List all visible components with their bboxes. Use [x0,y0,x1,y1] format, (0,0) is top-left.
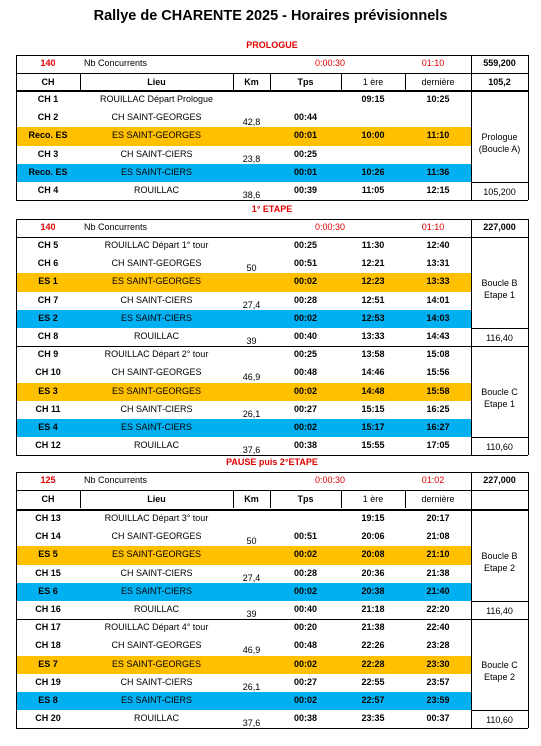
row-first: 11:05 [361,185,385,195]
row-lieu: CH SAINT-CIERS [120,294,193,305]
row-km: 50 [246,536,257,547]
row-last: 13:31 [426,258,450,269]
row-ch: CH 14 [35,531,61,542]
row-lieu: ES SAINT-CIERS [120,585,192,596]
rule [471,328,528,329]
row-lieu: ES SAINT-CIERS [120,166,192,177]
table-row [16,710,471,728]
row-lieu: CH SAINT-GEORGES [111,112,202,123]
row-lieu: ROUILLAC [133,185,179,195]
row-lieu: CH SAINT-CIERS [120,567,193,578]
row-tps: 00:20 [293,622,318,633]
row-first: 21:18 [361,604,385,614]
row-lieu: CH SAINT-GEORGES [111,531,202,542]
rule [471,219,472,455]
row-first: 12:53 [361,312,385,323]
rule [16,219,17,455]
header-last: dernière [421,77,455,87]
section-title: 1° ETAPE [251,204,293,214]
row-km: 37,6 [242,718,261,729]
table-row [16,437,471,455]
row-first: 14:48 [361,385,385,396]
group-total-km: 105,200 [483,187,516,197]
table-row [16,656,471,674]
rule [341,490,342,508]
group-note: Prologue (Boucle A) [478,131,521,154]
row-lieu: ROUILLAC Départ 2° tour [104,349,209,360]
row-last: 15:08 [426,349,450,360]
row-first: 15:17 [361,422,385,432]
row-km: 23,8 [242,153,261,164]
row-ch: CH 6 [37,258,59,269]
table-row [16,401,471,419]
row-km: 26,1 [242,681,261,692]
row-last: 21:40 [426,585,450,596]
row-tps: 00:02 [293,549,318,560]
row-km: 42,8 [242,117,261,128]
rule [16,55,17,200]
row-last: 20:17 [426,513,450,523]
row-last: 23:59 [426,695,450,705]
rule [471,601,528,602]
row-ch: CH 12 [35,440,61,451]
row-tps: 00:48 [293,640,318,651]
row-lieu: ES SAINT-GEORGES [111,385,202,396]
rule [16,619,528,620]
row-ch: ES 8 [38,695,58,705]
row-first: 13:58 [361,349,385,360]
header-lieu: Lieu [147,77,166,87]
table-row [16,565,471,583]
row-ch: CH 3 [37,148,59,159]
rule [16,472,528,473]
table-row [16,237,471,255]
table-header [16,490,528,508]
table-row [16,510,471,528]
group-note: Boucle C Etape 2 [481,659,518,682]
row-last: 15:58 [426,385,450,396]
row-tps: 00:51 [293,258,318,269]
row-last: 11:36 [426,166,450,177]
row-tps: 00:02 [293,276,318,287]
row-ch: CH 7 [37,294,59,305]
table-row [16,528,471,546]
table-header [16,73,528,91]
row-first: 21:38 [361,622,385,633]
row-lieu: ES SAINT-GEORGES [111,658,202,669]
row-first: 22:28 [361,658,385,669]
row-last: 23:30 [426,658,450,669]
table-row [16,164,471,182]
rule [471,710,528,711]
start-interval: 0:00:30 [314,475,346,485]
row-tps: 00:02 [293,312,318,323]
row-lieu: CH SAINT-CIERS [120,676,193,687]
rule [233,73,234,91]
table-row [16,127,471,145]
row-first: 13:33 [361,331,385,341]
row-ch: CH 17 [35,622,61,633]
group-note: Boucle B Etape 2 [481,550,518,573]
table-row [16,364,471,382]
row-lieu: ROUILLAC [133,331,179,341]
row-ch: CH 16 [35,604,61,614]
row-first: 10:00 [361,130,385,141]
row-km: 26,1 [242,408,261,419]
row-ch: CH 9 [37,349,59,360]
table-row [16,273,471,291]
row-lieu: ES SAINT-GEORGES [111,130,202,141]
start-interval: 0:00:30 [314,58,346,68]
row-ch: CH 19 [35,676,61,687]
row-km: 38,6 [242,190,261,200]
rule [16,728,528,729]
row-tps: 00:02 [293,385,318,396]
row-ch: Reco. ES [28,166,68,177]
row-tps: 00:48 [293,367,318,378]
row-last: 14:01 [426,294,450,305]
row-ch: CH 5 [37,240,59,250]
table-row [16,583,471,601]
row-first: 11:30 [361,240,385,250]
row-last: 12:15 [426,185,450,195]
row-first: 12:21 [361,258,385,269]
rule [16,200,528,201]
row-tps: 00:39 [293,185,318,195]
rule [471,437,528,438]
row-lieu: CH SAINT-GEORGES [111,640,202,651]
group-total-km: 116,40 [486,333,513,343]
table-row [16,292,471,310]
section-title: PAUSE puis 2°ETAPE [226,457,318,467]
row-lieu: ROUILLAC Départ 1° tour [104,240,209,250]
page-title: Rallye de CHARENTE 2025 - Horaires prévisionnels [93,8,448,24]
row-ch: CH 13 [35,513,61,523]
row-tps: 00:40 [293,604,318,614]
row-ch: ES 6 [38,585,58,596]
row-first: 22:55 [361,676,385,687]
row-lieu: ROUILLAC [133,440,179,451]
header-last: dernière [421,494,455,504]
rule [270,490,271,508]
row-tps: 00:51 [293,531,318,542]
row-last: 17:05 [426,440,450,451]
row-first: 23:35 [361,713,385,724]
rule [233,490,234,508]
rule [405,73,406,91]
header-lieu: Lieu [147,494,166,504]
group-total-km: 110,60 [486,442,513,453]
row-tps: 00:02 [293,585,318,596]
table-row [16,255,471,273]
rule [16,55,528,56]
rule [528,219,529,455]
row-tps: 00:02 [293,695,318,705]
row-tps: 00:01 [293,166,318,177]
row-tps: 00:40 [293,331,318,341]
row-first: 14:46 [361,367,385,378]
row-km: 46,9 [242,645,261,656]
row-km: 50 [246,263,257,274]
row-last: 15:56 [426,367,450,378]
row-lieu: ROUILLAC [133,604,179,614]
header-extra: 105,2 [488,77,511,87]
header-tps: Tps [297,77,314,87]
row-first: 19:15 [361,513,385,523]
table-row [16,674,471,692]
row-first: 12:23 [361,276,385,287]
table-row [16,91,471,109]
rule [16,490,528,491]
row-lieu: ES SAINT-GEORGES [111,276,202,287]
row-first: 22:57 [361,695,385,705]
rule [471,472,472,728]
row-km: 39 [246,336,257,346]
header-km: Km [244,77,259,87]
section-info-row [16,472,528,490]
row-tps: 00:44 [293,112,318,123]
start-duration: 01:10 [421,222,445,232]
row-last: 12:40 [426,240,450,250]
row-first: 09:15 [361,94,385,104]
section-total-km: 227,000 [483,475,516,485]
row-ch: CH 1 [37,94,59,104]
row-first: 10:26 [361,166,385,177]
rule [528,55,529,200]
row-last: 22:20 [426,604,450,614]
row-lieu: ES SAINT-CIERS [120,312,192,323]
row-km: 46,9 [242,372,261,383]
row-km: 39 [246,609,257,619]
table-row [16,419,471,437]
rule [528,472,529,728]
row-lieu: ROUILLAC Départ 4° tour [104,622,209,633]
row-lieu: CH SAINT-GEORGES [111,367,202,378]
table-row [16,109,471,127]
row-lieu: CH SAINT-GEORGES [111,258,202,269]
row-last: 16:25 [426,403,450,414]
rule [16,73,528,74]
section-info-row [16,55,528,73]
row-tps: 00:27 [293,676,318,687]
row-tps: 00:01 [293,130,318,141]
row-km: 27,4 [242,572,261,583]
concurrents-count: 140 [40,58,56,68]
row-tps: 00:28 [293,294,318,305]
row-tps: 00:25 [293,148,318,159]
row-ch: CH 2 [37,112,59,123]
table-row [16,328,471,346]
row-first: 20:08 [361,549,385,560]
table-row [16,692,471,710]
row-first: 22:26 [361,640,385,651]
row-ch: ES 4 [38,422,58,432]
rule [16,472,17,728]
row-last: 23:57 [426,676,450,687]
header-ch: CH [41,77,55,87]
rule [341,73,342,91]
start-interval: 0:00:30 [314,222,346,232]
row-first: 15:15 [361,403,385,414]
section-total-km: 227,000 [483,222,516,232]
row-ch: CH 18 [35,640,61,651]
row-last: 16:27 [426,422,450,432]
row-lieu: CH SAINT-CIERS [120,403,193,414]
group-total-km: 116,40 [486,606,513,616]
row-tps: 00:27 [293,403,318,414]
row-tps: 00:28 [293,567,318,578]
table-row [16,546,471,564]
row-ch: CH 15 [35,567,61,578]
rule [16,90,528,92]
row-first: 12:51 [361,294,385,305]
row-tps: 00:25 [293,240,318,250]
row-tps: 00:38 [293,713,318,724]
group-total-km: 110,60 [486,715,513,726]
row-first: 15:55 [361,440,385,451]
row-ch: Reco. ES [28,130,68,141]
table-row [16,383,471,401]
rule [80,490,81,508]
table-row [16,182,471,200]
section-total-km: 559,200 [483,58,516,68]
row-first: 20:06 [361,531,385,542]
row-ch: CH 4 [37,185,59,195]
row-last: 22:40 [426,622,450,633]
row-last: 11:10 [426,130,450,141]
row-last: 00:37 [426,713,450,724]
rule [405,490,406,508]
row-ch: CH 20 [35,713,61,724]
row-tps: 00:02 [293,422,318,432]
rule [80,73,81,91]
row-first: 20:38 [361,585,385,596]
row-last: 14:03 [426,312,450,323]
row-lieu: ROUILLAC Départ 3° tour [104,513,209,523]
row-last: 21:08 [426,531,450,542]
row-last: 21:10 [426,549,450,560]
row-km: 37,6 [242,445,261,456]
table-row [16,346,471,364]
row-ch: ES 7 [38,658,58,669]
row-lieu: ES SAINT-CIERS [120,422,192,432]
row-ch: CH 10 [35,367,61,378]
row-lieu: ROUILLAC Départ Prologue [99,94,214,104]
row-ch: CH 11 [35,403,61,414]
row-last: 14:43 [426,331,450,341]
rule [16,346,528,347]
row-lieu: ROUILLAC [133,713,179,724]
start-duration: 01:02 [421,475,445,485]
concurrents-label: Nb Concurrents [84,222,148,232]
row-ch: ES 5 [38,549,58,560]
concurrents-label: Nb Concurrents [84,475,148,485]
rule [270,73,271,91]
table-row [16,619,471,637]
table-row [16,310,471,328]
table-row [16,637,471,655]
row-ch: ES 1 [38,276,58,287]
rule [16,237,528,238]
group-note: Boucle C Etape 1 [481,386,518,409]
row-lieu: CH SAINT-CIERS [120,148,193,159]
table-row [16,146,471,164]
table-row [16,601,471,619]
rule [16,219,528,220]
header-km: Km [244,494,259,504]
start-duration: 01:10 [421,58,445,68]
group-note: Boucle B Etape 1 [481,277,518,300]
row-last: 13:33 [426,276,450,287]
row-tps: 00:02 [293,658,318,669]
section-info-row [16,219,528,237]
concurrents-label: Nb Concurrents [84,58,148,68]
row-last: 21:38 [426,567,450,578]
row-ch: CH 8 [37,331,59,341]
row-tps: 00:38 [293,440,318,451]
header-tps: Tps [297,494,314,504]
header-first: 1 ère [362,77,384,87]
concurrents-count: 140 [40,222,56,232]
rule [471,55,472,200]
row-last: 10:25 [426,94,450,104]
rule [471,182,528,183]
row-ch: ES 3 [38,385,58,396]
row-ch: ES 2 [38,312,58,323]
header-ch: CH [41,494,55,504]
row-first: 20:36 [361,567,385,578]
row-lieu: ES SAINT-CIERS [120,695,192,705]
row-lieu: ES SAINT-GEORGES [111,549,202,560]
header-first: 1 ère [362,494,384,504]
row-tps: 00:25 [293,349,318,360]
row-last: 23:28 [426,640,450,651]
concurrents-count: 125 [40,475,56,485]
rule [16,509,528,511]
row-km: 27,4 [242,299,261,310]
section-title: PROLOGUE [246,40,298,50]
